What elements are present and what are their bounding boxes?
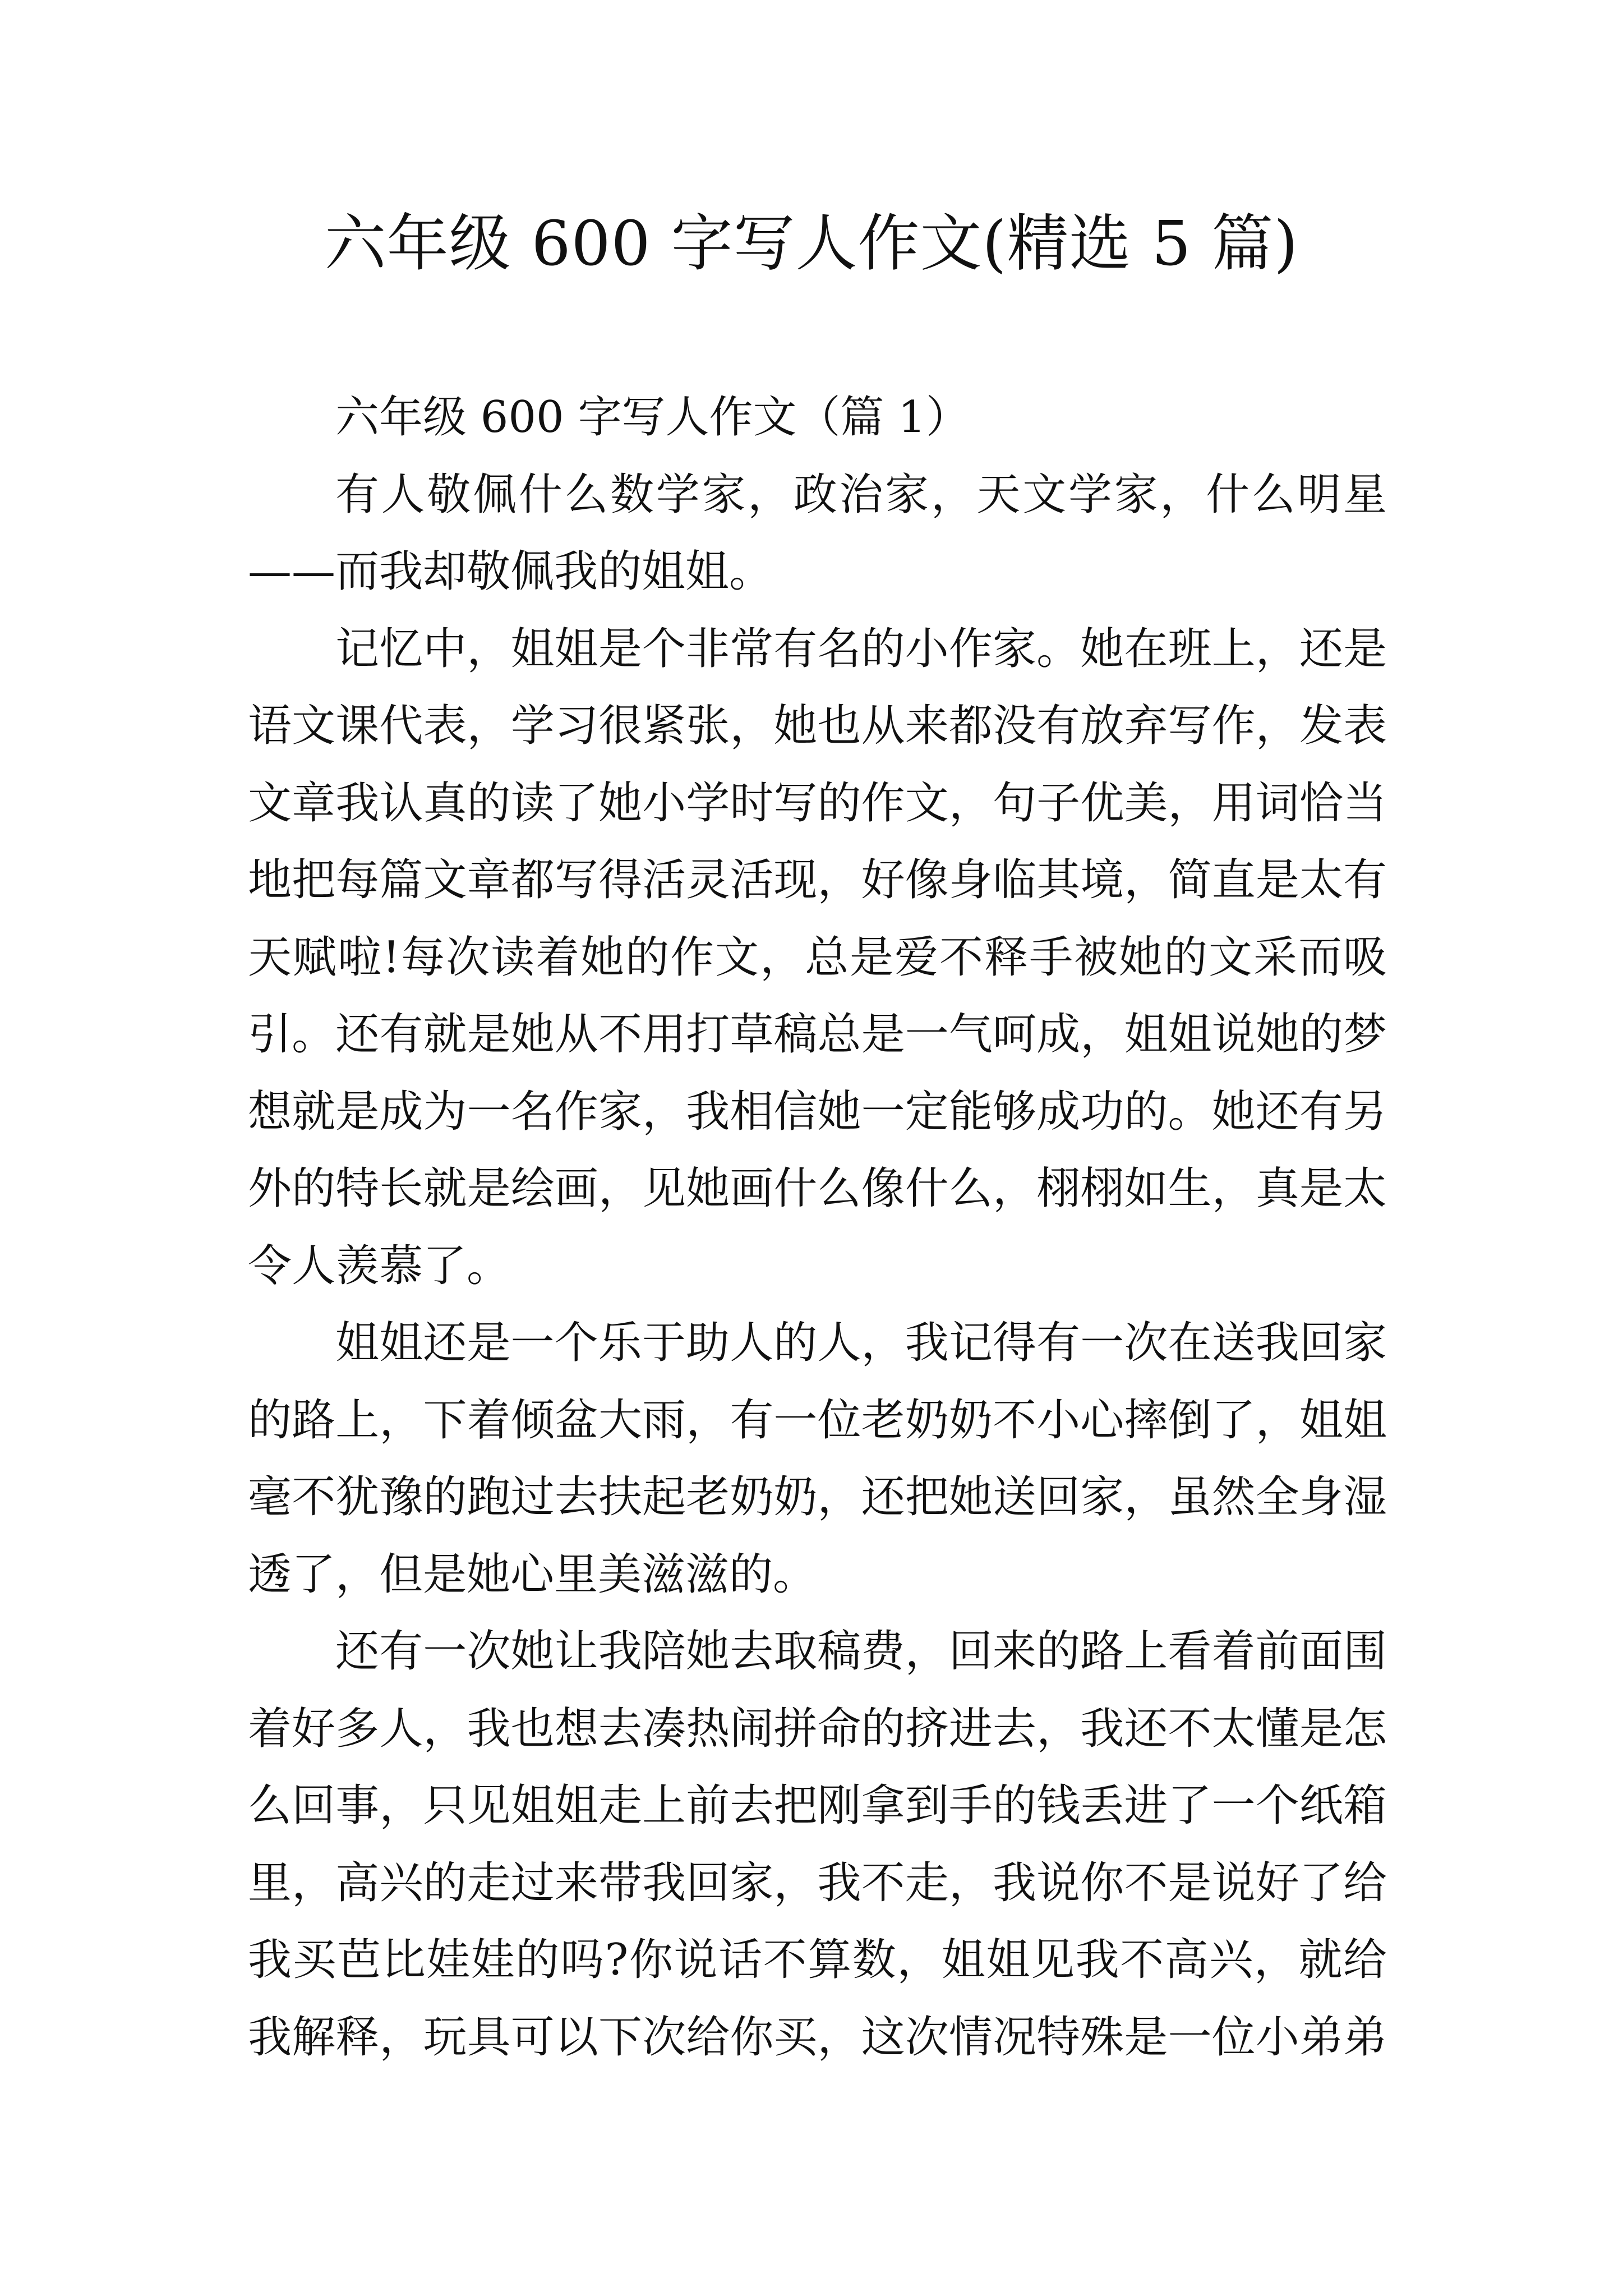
text-line: ——而我却敬佩我的姐姐。 xyxy=(248,546,773,597)
text-line: 语文课代表，学习很紧张，她也从来都没有放弃写作，发表 xyxy=(248,701,1387,751)
text-line: 还有一次她让我陪她去取稿费，回来的路上看着前面围 xyxy=(335,1626,1387,1677)
text-line: 里，高兴的走过来带我回家，我不走，我说你不是说好了给 xyxy=(248,1857,1387,1908)
document-title: 六年级 600 字写人作文(精选 5 篇) xyxy=(324,210,1299,277)
text-line: 姐姐还是一个乐于助人的人，我记得有一次在送我回家 xyxy=(335,1318,1387,1368)
text-line: 令人羡慕了。 xyxy=(248,1240,511,1291)
paragraph xyxy=(248,1305,1387,1613)
text-line: 文章我认真的读了她小学时写的作文，句子优美，用词恰当 xyxy=(248,777,1387,829)
text-line: 外的特长就是绘画，见她画什么像什么，栩栩如生，真是太 xyxy=(248,1163,1387,1214)
text-line: 毫不犹豫的跑过去扶起老奶奶，还把她送回家，虽然全身湿 xyxy=(248,1472,1387,1522)
section-heading: 六年级 600 字写人作文（篇 1） xyxy=(335,392,970,443)
text-line: 天赋啦!每次读着她的作文，总是爱不释手被她的文采而吸 xyxy=(248,932,1387,983)
text-line: 的路上，下着倾盆大雨，有一位老奶奶不小心摔倒了，姐姐 xyxy=(248,1395,1387,1446)
text-line: 透了，但是她心里美滋滋的。 xyxy=(248,1549,817,1600)
document-body xyxy=(248,379,1387,2076)
text-line: 么回事，只见姐姐走上前去把刚拿到手的钱丢进了一个纸箱 xyxy=(248,1780,1387,1831)
text-line: 我买芭比娃娃的吗?你说话不算数，姐姐见我不高兴，就给 xyxy=(248,1935,1387,1985)
text-line: 地把每篇文章都写得活灵活现，好像身临其境，简直是太有 xyxy=(248,855,1387,905)
paragraph xyxy=(248,611,1387,1305)
text-line: 记忆中，姐姐是个非常有名的小作家。她在班上，还是 xyxy=(335,623,1387,674)
text-line: 引。还有就是她从不用打草稿总是一气呵成，姐姐说她的梦 xyxy=(248,1009,1387,1060)
text-line: 想就是成为一名作家，我相信她一定能够成功的。她还有另 xyxy=(248,1086,1387,1137)
text-line: 我解释，玩具可以下次给你买，这次情况特殊是一位小弟弟 xyxy=(248,2012,1387,2063)
paragraph xyxy=(248,457,1387,611)
text-line: 有人敬佩什么数学家，政治家，天文学家，什么明星 xyxy=(335,469,1387,520)
paragraph xyxy=(248,1613,1387,2076)
text-line: 着好多人，我也想去凑热闹拼命的挤进去，我还不太懂是怎 xyxy=(248,1703,1387,1754)
